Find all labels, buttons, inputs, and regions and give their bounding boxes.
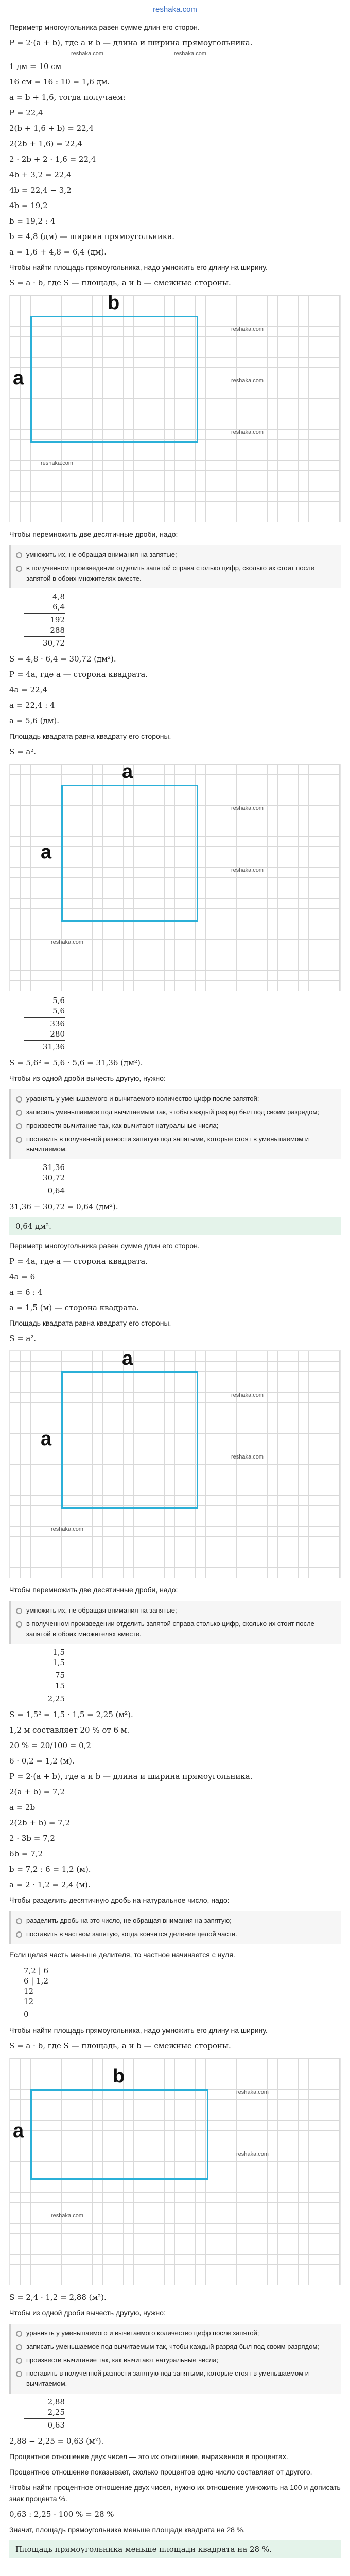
text-line: Чтобы найти площадь прямоугольника, надо умножить его длину на ширину. bbox=[9, 2026, 268, 2035]
text-line: Процентное отношение двух чисел — это их отношение, выраженное в процентах. bbox=[9, 2452, 288, 2461]
text-line: Чтобы из одной дроби вычесть другую, нужно: bbox=[9, 1074, 166, 1082]
formula: P = 2·(a + b), где a и b — длина и ширина прямоугольника. bbox=[9, 1772, 253, 1781]
text-line: Чтобы перемножить две десятичные дроби, надо: bbox=[9, 1586, 178, 1594]
rule-text: уравнять у уменьшаемого и вычитаемого количество цифр после запятой; bbox=[26, 2329, 259, 2337]
rule-text: в полученном произведении отделить запятой справа столько цифр, сколько их стоит после запятой в обоих множителях вместе. bbox=[26, 564, 314, 582]
bullet-icon bbox=[16, 1918, 22, 1924]
rule-text: умножить их, не обращая внимания на запятые; bbox=[26, 551, 177, 558]
answer-bar: 0,64 дм². bbox=[9, 1217, 341, 1235]
formula: P = 2·(a + b), где a и b — длина и ширина прямоугольника. bbox=[9, 38, 253, 47]
calc-row: 15 bbox=[55, 1681, 65, 1690]
rule-item bbox=[16, 1617, 336, 1641]
side-label-a: a bbox=[13, 367, 24, 389]
rule-text: в полученном произведении отделить запятой справа столько цифр, сколько их стоит после запятой в обоих множителях вместе. bbox=[26, 1620, 314, 1638]
watermark: reshaka.com bbox=[231, 1392, 264, 1398]
column-division bbox=[24, 1965, 80, 2020]
calc-row: 0 bbox=[24, 2010, 29, 2019]
bullet-icon bbox=[16, 2371, 22, 2377]
calc-row: 2,88 bbox=[47, 2397, 65, 2406]
answer-bar: Площадь прямоугольника меньше площади квадрата на 28 %. bbox=[9, 2540, 341, 2558]
formula: a = 2b bbox=[9, 1803, 36, 1812]
column-subtraction bbox=[24, 1162, 65, 1196]
calc-row: 30,72 bbox=[43, 638, 65, 648]
watermark-row bbox=[9, 50, 341, 59]
formula: 2 · 2b + 2 · 1,6 = 22,4 bbox=[9, 155, 96, 164]
bullet-icon bbox=[16, 2344, 22, 2350]
text-line: Если целая часть меньше делителя, то частное начинается с нуля. bbox=[9, 1951, 235, 1959]
side-label-a: a bbox=[41, 1428, 52, 1450]
formula: 4a = 22,4 bbox=[9, 685, 47, 694]
formula: b = 7,2 : 6 = 1,2 (м). bbox=[9, 1865, 91, 1874]
formula: S = 1,5² = 1,5 · 1,5 = 2,25 (м²). bbox=[9, 1710, 133, 1719]
bullet-icon bbox=[16, 1137, 22, 1143]
text-line: Площадь квадрата равна квадрату его стороны. bbox=[9, 1319, 171, 1327]
rule-text: поставить в полученной разности запятую под запятыми, которые стоят в уменьшаемом и вычитаемом. bbox=[26, 2369, 309, 2387]
rule-box bbox=[9, 2324, 341, 2394]
watermark: reshaka.com bbox=[71, 50, 103, 57]
calc-row: 12 bbox=[24, 1987, 34, 1996]
rule-text: уравнять у уменьшаемого и вычитаемого количество цифр после запятой; bbox=[26, 1095, 259, 1103]
formula: a = b + 1,6, тогда получаем: bbox=[9, 93, 126, 102]
rule-item bbox=[16, 2327, 336, 2340]
side-label-b: b bbox=[108, 292, 120, 314]
calc-row: 288 bbox=[50, 625, 65, 635]
calc-row: 1,5 bbox=[52, 1658, 65, 1667]
column-multiplication bbox=[24, 591, 65, 648]
formula: 4a = 6 bbox=[9, 1272, 36, 1281]
formula: 31,36 − 30,72 = 0,64 (дм²). bbox=[9, 1202, 118, 1211]
formula: S = a · b, где S — площадь, a и b — смежные стороны. bbox=[9, 278, 231, 287]
text-line: Чтобы найти процентное отношение двух чисел, нужно их отношение умножить на 100 и дописать знак процента %. bbox=[9, 2483, 341, 2503]
formula: 4b = 19,2 bbox=[9, 201, 48, 210]
formula: 2(2b + 1,6) = 22,4 bbox=[9, 139, 82, 148]
square-figure bbox=[9, 1350, 341, 1578]
text-line: Значит, площадь прямоугольника меньше площади квадрата на 28 %. bbox=[9, 2526, 246, 2534]
text-line: Площадь квадрата равна квадрату его стороны. bbox=[9, 732, 171, 740]
formula: 1 дм = 10 см bbox=[9, 62, 62, 71]
bullet-icon bbox=[16, 1096, 22, 1103]
formula: S = a². bbox=[9, 1334, 37, 1343]
calc-row: 75 bbox=[55, 1671, 65, 1680]
bullet-icon bbox=[16, 566, 22, 572]
bullet-icon bbox=[16, 2358, 22, 2364]
rule-box bbox=[9, 1601, 341, 1644]
formula: b = 4,8 (дм) — ширина прямоугольника. bbox=[9, 232, 174, 241]
formula: 1,2 м составляет 20 % от 6 м. bbox=[9, 1725, 130, 1735]
formula: S = a · b, где S — площадь, a и b — смежные стороны. bbox=[9, 2041, 231, 2050]
bullet-icon bbox=[16, 2331, 22, 2337]
calc-row: 2,25 bbox=[47, 2408, 65, 2417]
watermark: reshaka.com bbox=[231, 429, 264, 435]
text-line: Чтобы найти площадь прямоугольника, надо умножить его длину на ширину. bbox=[9, 263, 268, 272]
calc-rule bbox=[24, 2418, 65, 2419]
formula: 0,63 : 2,25 · 100 % = 28 % bbox=[9, 2510, 114, 2519]
watermark: reshaka.com bbox=[231, 378, 264, 384]
rule-item bbox=[16, 1106, 336, 1119]
bullet-icon bbox=[16, 552, 22, 558]
rule-item bbox=[16, 2353, 336, 2367]
formula: a = 6 : 4 bbox=[9, 1287, 43, 1297]
watermark: reshaka.com bbox=[231, 1454, 264, 1460]
calc-row: 6,4 bbox=[52, 602, 65, 612]
formula: a = 5,6 (дм). bbox=[9, 716, 60, 725]
rule-text: записать уменьшаемое под вычитаемым так, чтобы каждый разряд был под своим разрядом; bbox=[26, 2343, 319, 2350]
calc-row: 280 bbox=[50, 1029, 65, 1039]
rectangle-shape bbox=[30, 2089, 208, 2180]
calc-row: 12 bbox=[24, 1997, 34, 2006]
column-multiplication bbox=[24, 1647, 65, 1704]
rule-text: поставить в частном запятую, когда кончится деление целой части. bbox=[26, 1930, 237, 1938]
site-header[interactable]: reshaka.com bbox=[153, 5, 197, 14]
watermark: reshaka.com bbox=[41, 460, 73, 466]
rectangle-figure bbox=[9, 292, 341, 522]
text-line: Периметр многоугольника равен сумме длин его сторон. bbox=[9, 1242, 200, 1250]
rule-item bbox=[16, 2340, 336, 2353]
rule-item bbox=[16, 1119, 336, 1132]
square-shape bbox=[61, 1371, 198, 1509]
calc-row: 1,5 bbox=[52, 1648, 65, 1657]
watermark: reshaka.com bbox=[236, 2151, 269, 2157]
rule-text: произвести вычитание так, как вычитают натуральные числа; bbox=[26, 1122, 219, 1129]
text-line: Чтобы из одной дроби вычесть другую, нужно: bbox=[9, 2309, 166, 2317]
calc-row: 2,25 bbox=[47, 1694, 65, 1703]
formula: 6b = 7,2 bbox=[9, 1849, 43, 1858]
formula: 2(2b + b) = 7,2 bbox=[9, 1818, 71, 1827]
calc-row: 30,72 bbox=[43, 1173, 65, 1182]
formula: S = a². bbox=[9, 747, 37, 756]
calc-row: 31,36 bbox=[43, 1163, 65, 1172]
calc-row: 0,64 bbox=[47, 1186, 65, 1195]
watermark: reshaka.com bbox=[231, 805, 264, 811]
rule-item bbox=[16, 562, 336, 585]
watermark: reshaka.com bbox=[236, 2089, 269, 2095]
rule-text: записать уменьшаемое под вычитаемым так, чтобы каждый разряд был под своим разрядом; bbox=[26, 1108, 319, 1116]
watermark: reshaka.com bbox=[51, 939, 83, 945]
rule-text: разделить дробь на это число, не обращая внимания на запятую; bbox=[26, 1917, 232, 1924]
rule-text: произвести вычитание так, как вычитают натуральные числа; bbox=[26, 2356, 219, 2364]
formula: P = 22,4 bbox=[9, 108, 43, 117]
watermark: reshaka.com bbox=[231, 867, 264, 873]
formula: 2(b + 1,6 + b) = 22,4 bbox=[9, 124, 94, 133]
text-line: Периметр многоугольника равен сумме длин его сторон. bbox=[9, 23, 200, 31]
formula: 16 см = 16 : 10 = 1,6 дм. bbox=[9, 77, 110, 87]
text-line: Процентное отношение показывает, сколько процентов одно число составляет от другого. bbox=[9, 2468, 312, 2476]
formula: a = 1,6 + 4,8 = 6,4 (дм). bbox=[9, 247, 107, 257]
formula: S = 2,4 · 1,2 = 2,88 (м²). bbox=[9, 2293, 107, 2302]
column-multiplication bbox=[24, 995, 65, 1052]
formula: P = 4a, где a — сторона квадрата. bbox=[9, 1257, 148, 1266]
calc-row: 7,2 | 6 bbox=[24, 1966, 48, 1975]
calc-rule bbox=[24, 1017, 65, 1018]
formula: P = 4a, где a — сторона квадрата. bbox=[9, 670, 148, 679]
formula: 4b = 22,4 − 3,2 bbox=[9, 185, 72, 195]
formula: S = 4,8 · 6,4 = 30,72 (дм²). bbox=[9, 654, 116, 664]
rule-item bbox=[16, 1914, 336, 1927]
square-figure bbox=[9, 761, 341, 991]
side-label-a: a bbox=[122, 1348, 133, 1369]
formula: 2,88 − 2,25 = 0,63 (м²). bbox=[9, 2436, 104, 2446]
calc-row: 0,63 bbox=[47, 2420, 65, 2430]
rule-text: умножить их, не обращая внимания на запятые; bbox=[26, 1606, 177, 1614]
rule-item bbox=[16, 1092, 336, 1106]
calc-row: 5,6 bbox=[52, 1006, 65, 1015]
formula: 20 % = 20/100 = 0,2 bbox=[9, 1741, 91, 1750]
formula: S = 5,6² = 5,6 · 5,6 = 31,36 (дм²). bbox=[9, 1058, 143, 1067]
watermark: reshaka.com bbox=[51, 2213, 83, 2219]
rule-box bbox=[9, 545, 341, 588]
side-label-b: b bbox=[113, 2065, 125, 2087]
formula: 2 · 3b = 7,2 bbox=[9, 1834, 55, 1843]
rule-item bbox=[16, 1927, 336, 1941]
rectangle-shape bbox=[30, 316, 198, 443]
calc-row: 31,36 bbox=[43, 1042, 65, 1052]
watermark: reshaka.com bbox=[174, 50, 206, 57]
rule-item bbox=[16, 548, 336, 562]
calc-row: 4,8 bbox=[52, 592, 65, 601]
calc-row: 192 bbox=[50, 615, 65, 624]
calc-rule bbox=[24, 613, 65, 614]
side-label-a: a bbox=[122, 761, 133, 783]
bullet-icon bbox=[16, 1621, 22, 1628]
calc-rule bbox=[24, 636, 65, 637]
solution-content bbox=[0, 20, 350, 2558]
calc-row: 5,6 bbox=[52, 996, 65, 1005]
rule-item bbox=[16, 1132, 336, 1156]
rule-item bbox=[16, 2367, 336, 2391]
calc-rule bbox=[24, 1040, 65, 1041]
formula: a = 1,5 (м) — сторона квадрата. bbox=[9, 1303, 139, 1312]
formula: 6 · 0,2 = 1,2 (м). bbox=[9, 1756, 75, 1766]
side-label-a: a bbox=[13, 2120, 24, 2142]
bullet-icon bbox=[16, 1110, 22, 1116]
side-label-a: a bbox=[41, 841, 52, 863]
rectangle-figure bbox=[9, 2058, 341, 2285]
calc-row: 336 bbox=[50, 1019, 65, 1028]
column-subtraction bbox=[24, 2397, 65, 2430]
watermark: reshaka.com bbox=[231, 326, 264, 332]
rule-text: поставить в полученной разности запятую под запятыми, которые стоят в уменьшаемом и вычитаемом. bbox=[26, 1135, 309, 1153]
text-line: Чтобы перемножить две десятичные дроби, надо: bbox=[9, 530, 178, 538]
formula: 4b + 3,2 = 22,4 bbox=[9, 170, 72, 179]
rule-item bbox=[16, 1604, 336, 1617]
bullet-icon bbox=[16, 1931, 22, 1938]
bullet-icon bbox=[16, 1123, 22, 1129]
watermark: reshaka.com bbox=[51, 1526, 83, 1532]
square-shape bbox=[61, 785, 198, 922]
formula: a = 22,4 : 4 bbox=[9, 701, 55, 710]
formula: 2(a + b) = 7,2 bbox=[9, 1787, 65, 1797]
rule-box bbox=[9, 1089, 341, 1159]
formula: a = 2 · 1,2 = 2,4 (м). bbox=[9, 1880, 91, 1889]
rule-box bbox=[9, 1911, 341, 1944]
calc-row: 6 | 1,2 bbox=[24, 1976, 48, 1986]
bullet-icon bbox=[16, 1608, 22, 1614]
text-line: Чтобы разделить десятичную дробь на натуральное число, надо: bbox=[9, 1896, 230, 1904]
formula: b = 19,2 : 4 bbox=[9, 216, 56, 226]
